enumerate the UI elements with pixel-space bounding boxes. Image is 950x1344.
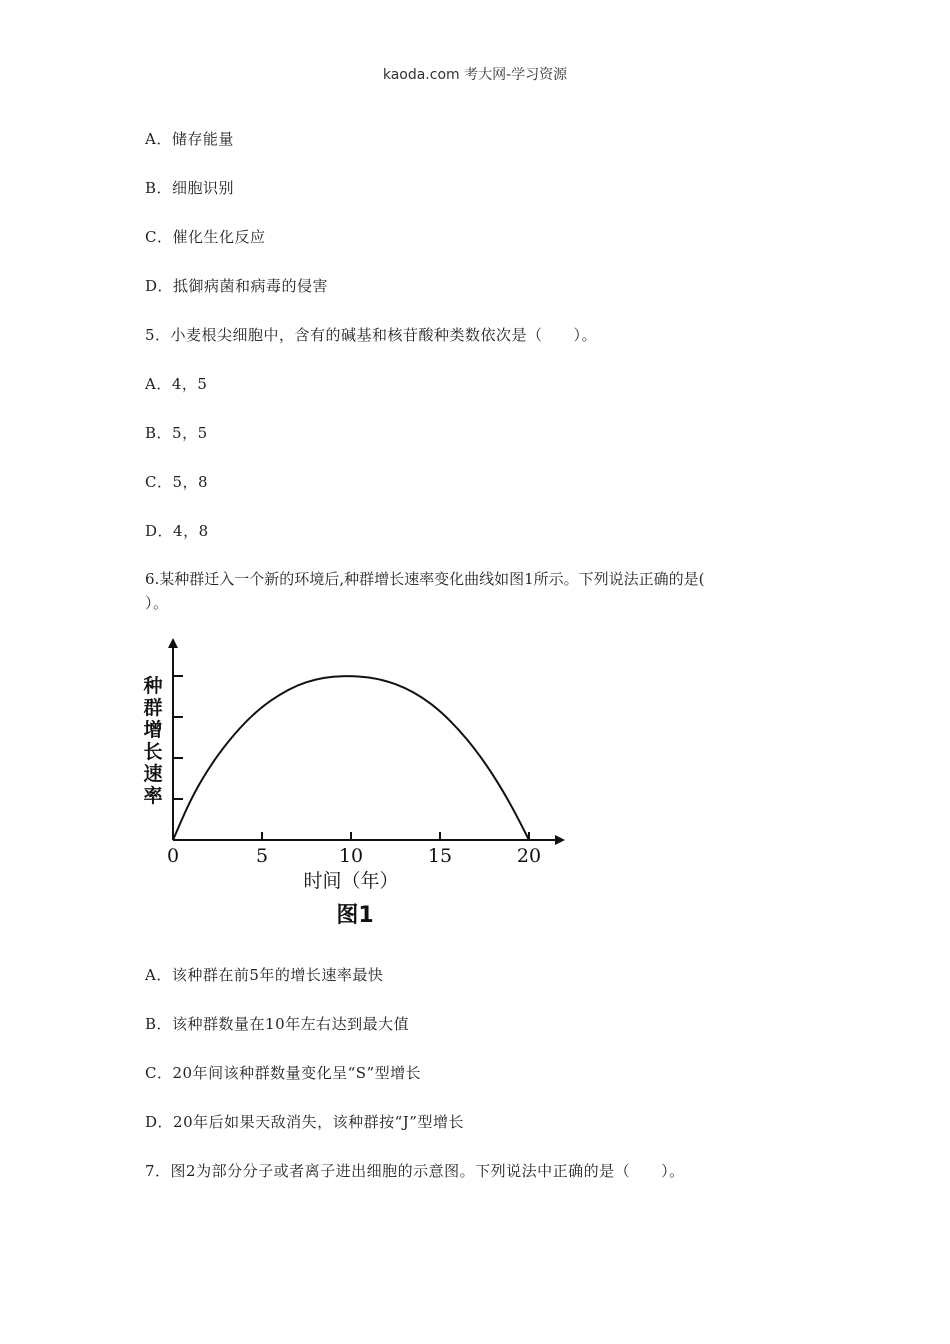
x-axis-label: 时间（年） — [303, 870, 399, 892]
page-header: kaoda.com 考大网-学习资源 — [382, 67, 568, 83]
q6-option-a: A．该种群在前5年的增长速率最快 — [145, 966, 384, 984]
q6-option-b: B．该种群数量在10年左右达到最大值 — [145, 1015, 410, 1033]
q5-option-d: D．4，8 — [145, 522, 209, 540]
q4-option-d: D．抵御病菌和病毒的侵害 — [145, 277, 329, 295]
y-axis-label — [142, 674, 162, 807]
figure-1 — [135, 632, 575, 932]
growth-rate-curve — [173, 676, 529, 840]
q6-option-c: C．20年间该种群数量变化呈“S”型增长 — [145, 1064, 422, 1082]
y-label-char-5: 速 — [143, 763, 163, 785]
q4-option-c: C．催化生化反应 — [145, 228, 266, 246]
q4-option-a: A．储存能量 — [145, 130, 234, 148]
q6-stem-line2: ）。 — [145, 594, 169, 612]
q5-option-c: C．5，8 — [145, 473, 209, 491]
y-label-char-2: 群 — [143, 697, 163, 719]
q6-stem-line1: 6.某种群迁入一个新的环境后,种群增长速率变化曲线如图1所示。下列说法正确的是( — [145, 570, 705, 588]
y-label-char-3: 增 — [143, 719, 163, 741]
q5-stem: 5．小麦根尖细胞中，含有的碱基和核苷酸种类数依次是（ ）。 — [145, 326, 598, 344]
y-axis-ticks — [173, 676, 183, 799]
x-axis-ticks — [167, 832, 541, 867]
q7-stem: 7．图2为部分分子或者离子进出细胞的示意图。下列说法中正确的是（ ）。 — [145, 1162, 685, 1180]
q4-option-b: B．细胞识别 — [145, 179, 235, 197]
x-tick-label-0: 0 — [166, 845, 180, 867]
q5-option-b: B．5，5 — [145, 424, 208, 442]
q5-option-a: A．4，5 — [145, 375, 208, 393]
x-tick-label-5: 5 — [255, 845, 269, 867]
x-tick-label-15: 15 — [427, 845, 453, 867]
y-label-char-4: 长 — [143, 741, 163, 763]
y-label-char-1: 种 — [143, 675, 163, 697]
y-label-char-6: 率 — [143, 785, 163, 807]
figure-caption: 图1 — [336, 903, 374, 928]
growth-rate-chart — [135, 632, 575, 932]
x-tick-label-10: 10 — [338, 845, 364, 867]
x-tick-label-20: 20 — [516, 845, 542, 867]
q6-option-d: D．20年后如果天敌消失，该种群按“J”型增长 — [145, 1113, 464, 1131]
